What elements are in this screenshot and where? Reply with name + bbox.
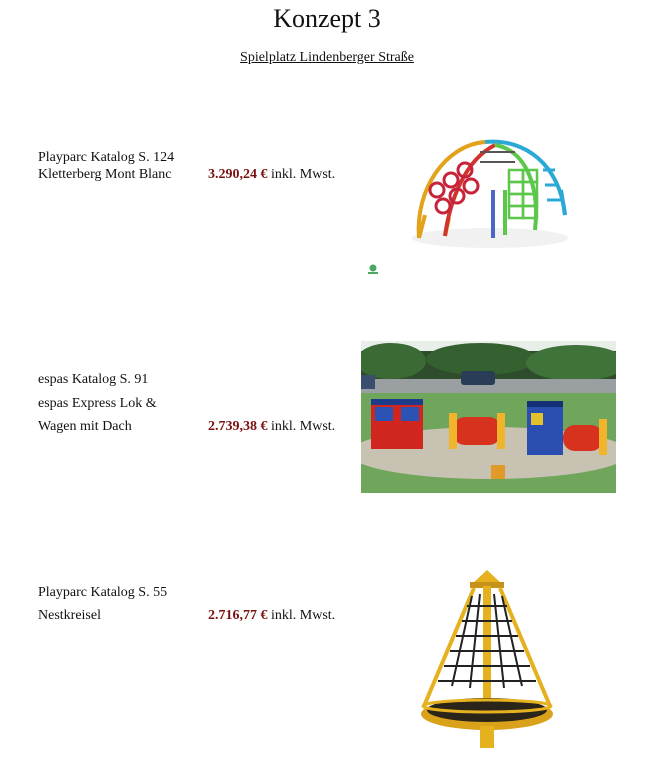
item-2-product-2: Wagen mit Dach	[38, 419, 132, 434]
item-1-price: 3.290,24 €	[208, 167, 268, 182]
item-2-price-line	[208, 418, 335, 436]
page-subtitle: Spielplatz Lindenberger Straße	[240, 50, 414, 65]
item-3-catalog: Playparc Katalog S. 55	[38, 585, 168, 600]
item-3-product: Nestkreisel	[38, 608, 101, 623]
nest-carousel-image	[412, 566, 562, 756]
item-3-price: 2.716,77 €	[208, 608, 268, 623]
playground-train-photo	[361, 341, 616, 493]
item-1-product: Kletterberg Mont Blanc	[38, 167, 172, 182]
item-2-product-1: espas Express Lok &	[38, 396, 157, 411]
item-2-catalog: espas Katalog S. 91	[38, 372, 149, 387]
item-1-catalog: Playparc Katalog S. 124	[38, 150, 175, 165]
page-title: Konzept 3	[273, 4, 381, 33]
item-2-price: 2.739,38 €	[208, 419, 268, 434]
item-2-price-suffix: inkl. Mwst.	[267, 419, 336, 434]
item-1-price-line	[208, 166, 335, 184]
item-1-price-suffix: inkl. Mwst.	[267, 167, 336, 182]
item-3-price-suffix: inkl. Mwst.	[267, 608, 336, 623]
item-3-price-line	[208, 607, 335, 625]
logo-mark-icon	[366, 262, 380, 276]
climbing-dome-image	[405, 130, 575, 280]
